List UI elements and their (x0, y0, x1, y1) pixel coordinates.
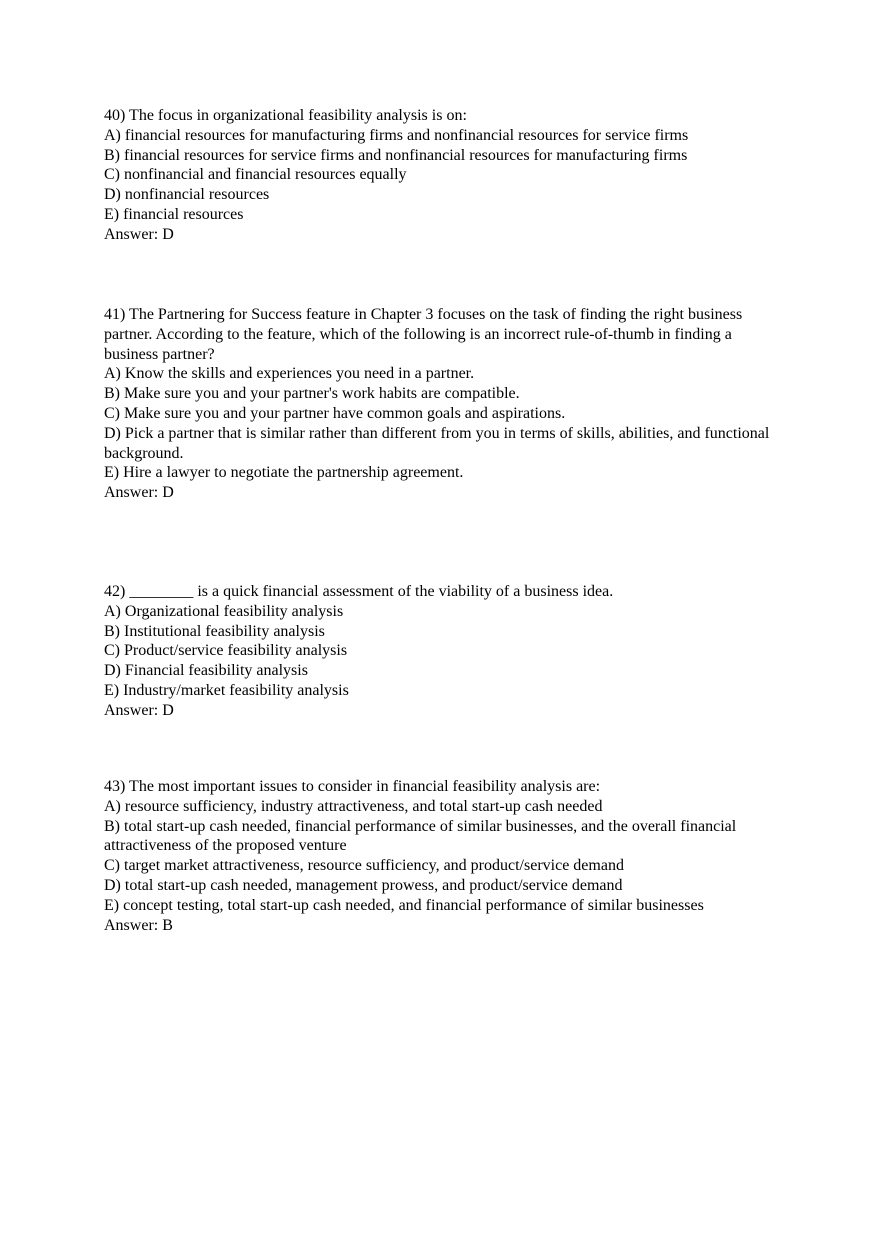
option-a: A) Know the skills and experiences you need in a partner. (104, 365, 475, 383)
question-41 (104, 305, 784, 503)
option-d: D) Financial feasibility analysis (104, 662, 308, 680)
option-d: D) nonfinancial resources (104, 186, 270, 204)
option-c: C) Make sure you and your partner have common goals and aspirations. (104, 404, 566, 422)
question-stem: 40) The focus in organizational feasibility analysis is on: (104, 107, 467, 124)
question-stem: 42) ________ is a quick financial assessment of the viability of a business idea. (104, 583, 614, 600)
answer: Answer: B (104, 916, 173, 934)
option-a: A) financial resources for manufacturing firms and nonfinancial resources for service firms (104, 126, 689, 144)
question-stem: 41) The Partnering for Success feature in Chapter 3 focuses on the task of finding the right business partner. According to the feature, which of the following is an incorrect rule-of-thumb in finding a business partner? (104, 306, 743, 363)
option-c: C) Product/service feasibility analysis (104, 642, 348, 660)
option-b: B) Make sure you and your partner's work habits are compatible. (104, 385, 520, 403)
question-stem: 43) The most important issues to consider in financial feasibility analysis are: (104, 778, 601, 795)
option-b: B) Institutional feasibility analysis (104, 622, 325, 640)
option-a: A) resource sufficiency, industry attractiveness, and total start-up cash needed (104, 797, 603, 815)
option-c: C) nonfinancial and financial resources equally (104, 166, 407, 184)
answer: Answer: D (104, 225, 174, 243)
option-d: D) total start-up cash needed, management prowess, and product/service demand (104, 876, 623, 894)
question-42 (104, 582, 784, 721)
answer: Answer: D (104, 701, 174, 719)
option-e: E) concept testing, total start-up cash needed, and financial performance of similar businesses (104, 896, 704, 914)
option-e: E) Industry/market feasibility analysis (104, 681, 349, 699)
question-40 (104, 106, 784, 245)
option-e: E) Hire a lawyer to negotiate the partnership agreement. (104, 464, 464, 482)
option-d: D) Pick a partner that is similar rather than different from you in terms of skills, abilities, and functional background. (104, 424, 770, 462)
option-e: E) financial resources (104, 205, 244, 223)
question-43 (104, 777, 784, 935)
option-b: B) financial resources for service firms and nonfinancial resources for manufacturing firms (104, 146, 688, 164)
option-a: A) Organizational feasibility analysis (104, 602, 344, 620)
answer: Answer: D (104, 484, 174, 502)
option-c: C) target market attractiveness, resource sufficiency, and product/service demand (104, 857, 624, 875)
option-b: B) total start-up cash needed, financial performance of similar businesses, and the overall financial attractiveness of the proposed venture (104, 817, 737, 855)
